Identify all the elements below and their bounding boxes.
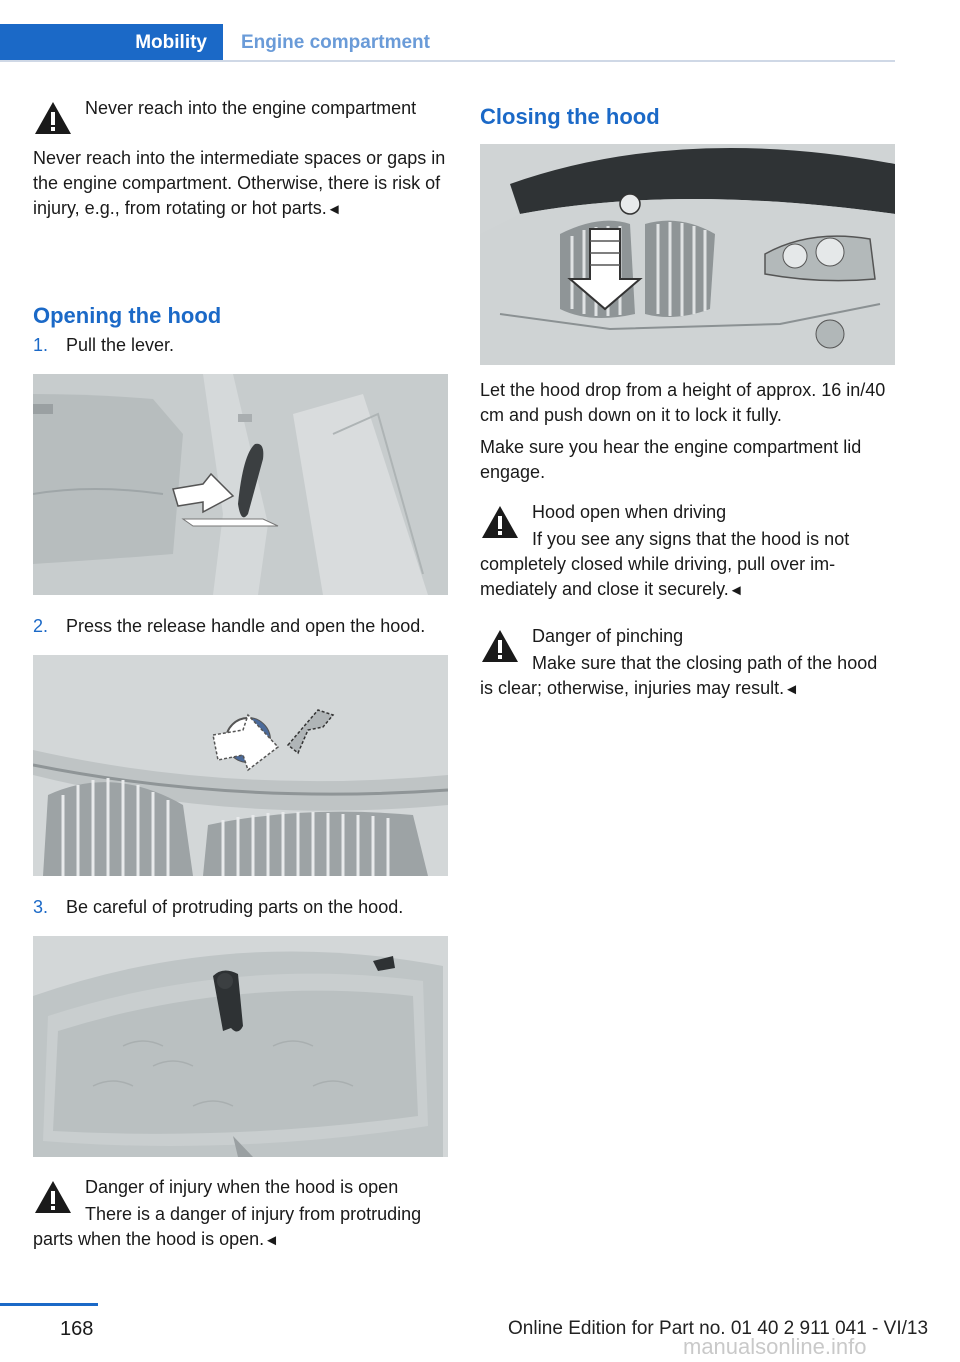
warning-body-text: There is a danger of injury from protruding parts when the hood is open.	[33, 1204, 422, 1249]
watermark: manualsonline.info	[683, 1334, 867, 1359]
tab-mobility-label: Mobility	[135, 32, 207, 53]
warning-body	[33, 1202, 448, 1253]
warning-engine-compartment	[33, 96, 448, 218]
header-rule	[0, 60, 895, 62]
left-column	[33, 96, 448, 1255]
warning-body-text: If you see any signs that the hood is not completely closed while driving, pull over immediately and close it securely.	[480, 529, 850, 599]
paragraph-lid-engage: Make sure you hear the engine compartment lid engage.	[480, 437, 862, 482]
warning-triangle-icon	[33, 100, 73, 136]
figure-open-hood	[33, 936, 448, 1157]
right-column	[480, 96, 895, 704]
tab-engine-compartment[interactable]	[241, 24, 430, 62]
warning-body	[33, 146, 448, 222]
warning-body-text: Make sure that the closing path of the hood is clear; otherwise, injuries may result.	[480, 653, 878, 698]
tab-engine-compartment-label: Engine compartment	[241, 32, 430, 53]
warning-pinching	[480, 624, 895, 704]
step-text: Pull the lever.	[66, 335, 175, 355]
warning-title: Hood open when driving	[532, 502, 727, 522]
warning-hood-open-driving	[480, 500, 895, 610]
warning-body	[480, 527, 895, 603]
opening-hood-heading: Opening the hood	[33, 303, 222, 328]
step-text: Be careful of protruding parts on the hood.	[66, 897, 404, 917]
end-mark: ◄	[728, 582, 744, 599]
warning-hood-open-injury	[33, 1175, 448, 1255]
release-handle-illustration	[33, 655, 448, 876]
step-2	[33, 614, 448, 639]
edition-note: Online Edition for Part no. 01 40 2 911 041 - VI/13	[508, 1318, 929, 1339]
warning-title: Danger of pinching	[532, 626, 684, 646]
step-1	[33, 333, 448, 358]
end-mark: ◄	[326, 201, 342, 218]
warning-title: Never reach into the engine compartment	[85, 98, 417, 118]
figure-release-handle	[33, 655, 448, 876]
step-number: 3.	[33, 897, 49, 917]
paragraph-drop-hood: Let the hood drop from a height of approx. 16 in/40 cm and push down on it to lock it fully.	[480, 380, 886, 425]
figure-hood-release-lever	[33, 374, 448, 595]
warning-title: Danger of injury when the hood is open	[85, 1177, 399, 1197]
figure-closing-hood	[480, 144, 895, 365]
closing-hood-illustration	[480, 144, 895, 365]
step-number: 1.	[33, 335, 49, 355]
tab-mobility[interactable]	[0, 24, 223, 62]
step-number: 2.	[33, 616, 49, 636]
end-mark: ◄	[784, 681, 799, 698]
open-hood-illustration	[33, 936, 448, 1157]
step-text: Press the release handle and open the hood.	[66, 616, 426, 636]
step-3	[33, 895, 448, 920]
page-number: 168	[60, 1318, 94, 1340]
warning-body-text: Never reach into the intermediate spaces or gaps in the engine compartment. Otherwise, there is risk of injury, e.g., from rotating or hot parts.	[33, 148, 446, 218]
footer-rule	[0, 1303, 98, 1306]
lever-illustration	[33, 374, 448, 595]
closing-hood-heading: Closing the hood	[480, 104, 660, 129]
warning-body	[480, 651, 895, 702]
end-mark: ◄	[264, 1232, 280, 1249]
